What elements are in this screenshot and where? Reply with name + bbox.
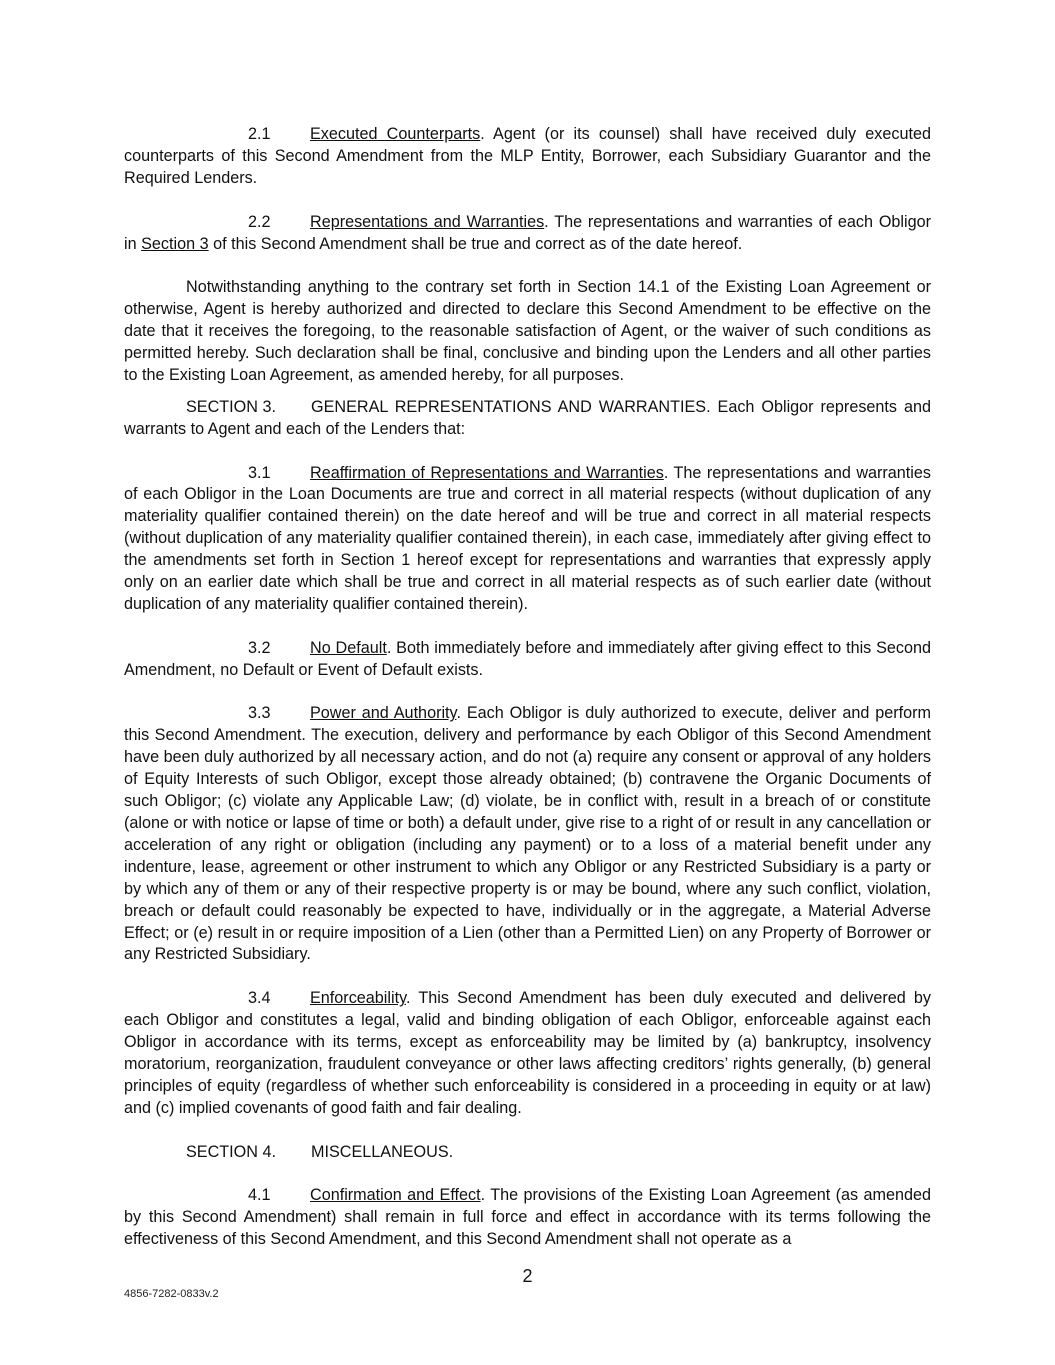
section-title: MISCELLANEOUS. bbox=[311, 1142, 454, 1161]
section-number: 3.2 bbox=[248, 638, 271, 657]
section-number: SECTION 4. bbox=[186, 1142, 276, 1161]
section-heading: Reaffirmation of Representations and Warranties bbox=[310, 463, 664, 482]
section-text: . Each Obligor is duly authorized to execute, deliver and perform this Second Amendment. The execution, delivery and performance by each Obligor of this Second Amendment have been duly authorized by all necessary action, and do not (a) require any consent or approval of any holders of Equity Interests of such Obligor, except those already obtained; (b) contravene the Organic Documents of such Obligor; (c) violate any Applicable Law; (d) violate, be in conflict with, result in a breach of or constitute (alone or with notice or lapse of time or both) a default under, give rise to a right of or result in any cancellation or acceleration of any right or obligation (including any payment) or to a loss of a material benefit under any indenture, lease, agreement or other instrument to which any Obligor or any Restricted Subsidiary is a party or by which any of them or any of their respective property is or may be bound, where any such conflict, violation, breach or default could reasonably be expected to have, individually or in the aggregate, a Material Adverse Effect; or (e) result in or require imposition of a Lien (other than a Permitted Lien) on any Property of Borrower or any Restricted Subsidiary. bbox=[124, 704, 931, 964]
section-text: . This Second Amendment has been duly executed and delivered by each Obligor and constitutes a legal, valid and binding obligation of each Obligor, enforceable against each Obligor in accordance with its terms, except as enforceability may be limited by (a) bankruptcy, insolvency moratorium, reorganization, fraudulent conveyance or other laws affecting creditors’ rights generally, (b) general principles of equity (regardless of whether such enforceability is considered in a proceeding in equity or at law) and (c) implied covenants of good faith and fair dealing. bbox=[124, 989, 931, 1117]
paragraph-2-2 bbox=[124, 212, 931, 256]
paragraph-3-1 bbox=[124, 463, 931, 616]
section-heading: Executed Counterparts bbox=[310, 125, 481, 143]
paragraph-notwithstanding: Notwithstanding anything to the contrary set forth in Section 14.1 of the Existing Loan Agreement or otherwise, Agent is hereby authorized and directed to declare this Second Amendment to be effective on the date that it receives the foregoing, to the reasonable satisfaction of Agent, or the waiver of such conditions as permitted hereby. Such declaration shall be final, conclusive and binding upon the Lenders and all other parties to the Existing Loan Agreement, as amended hereby, for all purposes. bbox=[124, 278, 931, 384]
section-heading: Enforceability bbox=[310, 989, 406, 1008]
section-reference: Section 3 bbox=[141, 234, 209, 253]
section-heading: Power and Authority bbox=[310, 704, 457, 723]
section-number: 3.1 bbox=[248, 463, 271, 482]
section-text: . Agent (or its counsel) shall have received duly executed counterparts of this Second Amendment from the MLP Entity, Borrower, each Subsidiary Guarantor and the Required Lenders. bbox=[124, 125, 931, 187]
section-number: 3.4 bbox=[248, 989, 271, 1008]
page-number: 2 bbox=[522, 1266, 533, 1286]
section-heading: Representations and Warranties bbox=[310, 212, 545, 231]
section-text: . Both immediately before and immediately after giving effect to this Second Amendment, no Default or Event of Default exists. bbox=[124, 638, 931, 679]
section-text: . Each Obligor represents and warrants to Agent and each of the Lenders that: bbox=[124, 397, 931, 438]
section-heading: No Default bbox=[310, 638, 387, 657]
document-id: 4856-7282-0833v.2 bbox=[124, 1288, 219, 1300]
document-body bbox=[124, 124, 931, 1251]
section-number: 3.3 bbox=[248, 704, 271, 723]
paragraph-3-2 bbox=[124, 638, 931, 682]
section-number: SECTION 3. bbox=[186, 397, 276, 416]
paragraph-3-3 bbox=[124, 703, 931, 966]
paragraph-2-1 bbox=[124, 124, 931, 190]
section-text: of this Second Amendment shall be true and correct as of the date hereof. bbox=[208, 234, 743, 253]
section-number: 2.1 bbox=[248, 125, 271, 143]
section-text: . The representations and warranties of each Obligor in bbox=[124, 212, 931, 253]
section-3-heading bbox=[124, 397, 931, 441]
section-number: 4.1 bbox=[248, 1186, 271, 1205]
section-text: . The provisions of the Existing Loan Agreement (as amended by this Second Amendment) shall remain in full force and effect in accordance with its terms following the effectiveness of this Second Amendment, and this Second Amendment shall not operate as a bbox=[124, 1186, 932, 1249]
paragraph-3-4 bbox=[124, 988, 931, 1119]
section-number: 2.2 bbox=[248, 212, 271, 231]
section-title: GENERAL REPRESENTATIONS AND WARRANTIES bbox=[311, 397, 707, 416]
section-text: . The representations and warranties of each Obligor in the Loan Documents are true and correct in all material respects (without duplication of any materiality qualifier contained therein) on the date hereof and will be true and correct in all material respects (without duplication of any materiality qualifier contained therein), in each case, immediately after giving effect to the amendments set forth in Section 1 hereof except for representations and warranties that expressly apply only on an earlier date which shall be true and correct in all material respects as of such earlier date (without duplication of any materiality qualifier contained therein). bbox=[124, 463, 931, 613]
paragraph-4-1 bbox=[124, 1185, 931, 1251]
section-4-heading bbox=[124, 1142, 931, 1164]
section-heading: Confirmation and Effect bbox=[310, 1186, 481, 1205]
